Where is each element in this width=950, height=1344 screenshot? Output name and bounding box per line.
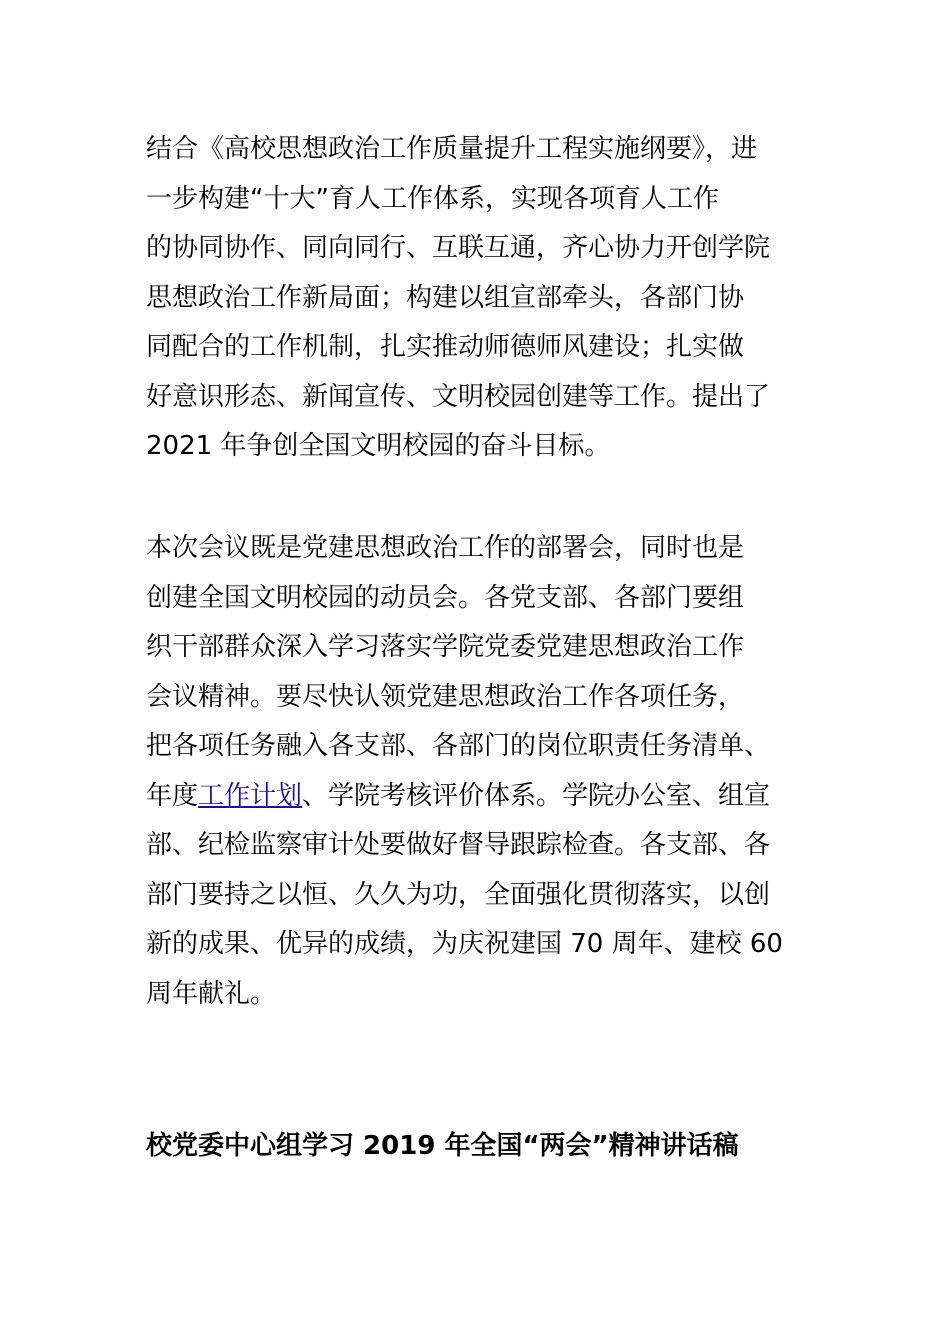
paragraph-line: 同配合的工作机制，扎实推动师德师风建设；扎实做 (146, 332, 745, 362)
link-line-prefix: 年度 (146, 780, 199, 811)
paragraph-line: 会议精神。要尽快认领党建思想政治工作各项任务， (146, 681, 745, 712)
paragraph-line: 织干部群众深入学习落实学院党委党建思想政治工作 (146, 632, 745, 662)
paragraph-line: 部、纪检监察审计处要做好督导跟踪检查。各支部、各 (146, 830, 771, 860)
work-plan-link[interactable]: 工作计划 (198, 780, 303, 811)
paragraph-2 (146, 524, 826, 1019)
paragraph-line: 部门要持之以恒、久久为功，全面强化贯彻落实，以创 (146, 879, 771, 910)
paragraph-line: 一步构建“十大”育人工作体系，实现各项育人工作 (146, 183, 719, 214)
paragraph-line-with-link (146, 772, 826, 822)
paragraph-line: 把各项任务融入各支部、各部门的岗位职责任务清单、 (146, 731, 771, 761)
paragraph-line: 2021 年争创全国文明校园的奋斗目标。 (146, 431, 611, 461)
paragraph-line: 好意识形态、新闻宣传、文明校园创建等工作。提出了 (146, 381, 771, 412)
paragraph-line: 思想政治工作新局面；构建以组宣部牵头，各部门协 (146, 282, 745, 313)
paragraph-line: 结合《高校思想政治工作质量提升工程实施纲要》，进 (146, 134, 758, 164)
paragraph-line: 的协同协作、同向同行、互联互通，齐心协力开创学院 (146, 233, 771, 263)
link-line-suffix: 、学院考核评价体系。学院办公室、组宣 (302, 780, 771, 811)
section-heading: 校党委中心组学习 2019 年全国“两会”精神讲话稿 (146, 1131, 739, 1161)
paragraph-line: 周年献礼。 (146, 978, 277, 1009)
paragraph-1 (146, 125, 826, 472)
paragraph-line: 新的成果、优异的成绩，为庆祝建国 70 周年、建校 60 (146, 929, 783, 959)
paragraph-line: 创建全国文明校园的动员会。各党支部、各部门要组 (146, 582, 745, 613)
paragraph-line: 本次会议既是党建思想政治工作的部署会，同时也是 (146, 533, 745, 563)
